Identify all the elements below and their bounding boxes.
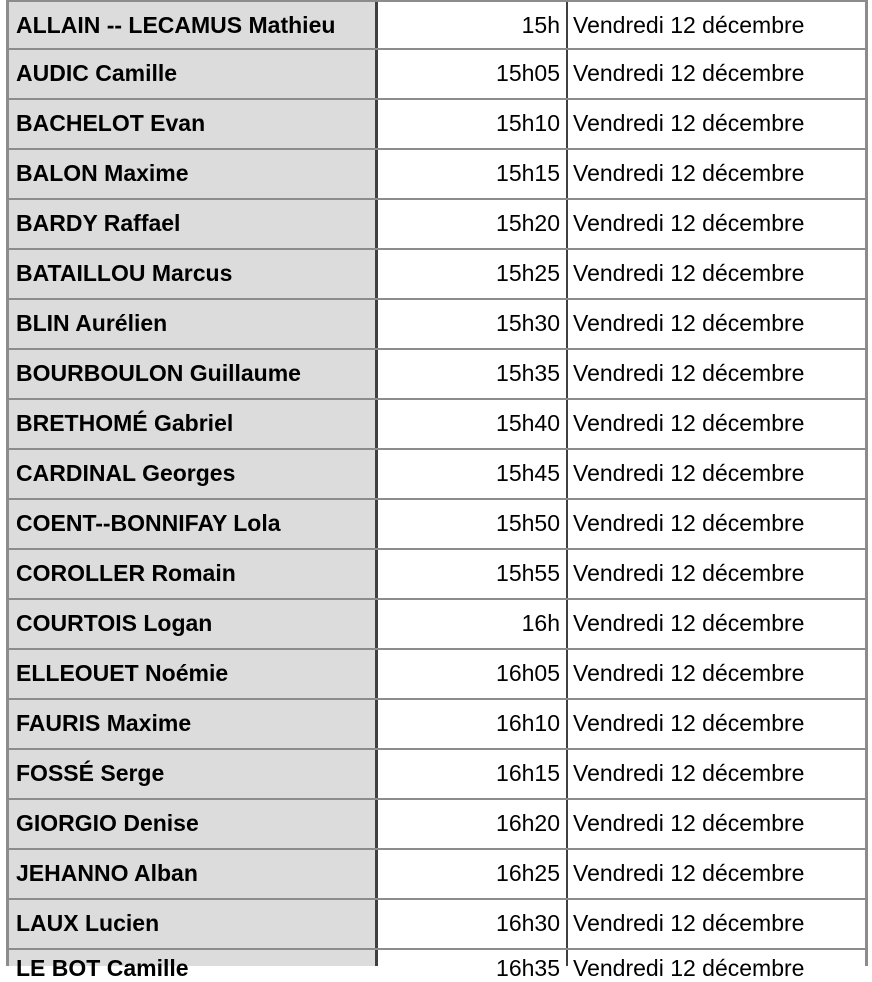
date-cell[interactable]: Vendredi 12 décembre (568, 400, 868, 448)
date-cell[interactable]: Vendredi 12 décembre (568, 150, 868, 198)
student-name-cell[interactable]: ELLEOUET Noémie (6, 650, 378, 698)
table-row (6, 600, 868, 650)
time-cell[interactable]: 15h25 (378, 250, 568, 298)
time-cell[interactable]: 16h20 (378, 800, 568, 848)
time-cell[interactable]: 15h55 (378, 550, 568, 598)
table-row (6, 350, 868, 400)
time-cell[interactable]: 16h25 (378, 850, 568, 898)
date-cell[interactable]: Vendredi 12 décembre (568, 450, 868, 498)
time-cell[interactable]: 16h35 (378, 950, 568, 966)
student-name-cell[interactable]: JEHANNO Alban (6, 850, 378, 898)
student-name-cell[interactable]: GIORGIO Denise (6, 800, 378, 848)
table-row (6, 500, 868, 550)
table-row (6, 0, 868, 50)
date-cell[interactable]: Vendredi 12 décembre (568, 100, 868, 148)
time-cell[interactable]: 15h10 (378, 100, 568, 148)
table-row-partial (6, 950, 868, 981)
student-name-cell[interactable]: BACHELOT Evan (6, 100, 378, 148)
time-cell[interactable]: 16h15 (378, 750, 568, 798)
date-cell[interactable]: Vendredi 12 décembre (568, 600, 868, 648)
table-row (6, 750, 868, 800)
date-cell[interactable]: Vendredi 12 décembre (568, 800, 868, 848)
time-cell[interactable]: 15h20 (378, 200, 568, 248)
table-row (6, 150, 868, 200)
date-cell[interactable]: Vendredi 12 décembre (568, 2, 868, 48)
time-cell[interactable]: 16h05 (378, 650, 568, 698)
table-row (6, 100, 868, 150)
time-cell[interactable]: 15h (378, 2, 568, 48)
date-cell[interactable]: Vendredi 12 décembre (568, 350, 868, 398)
date-cell[interactable]: Vendredi 12 décembre (568, 500, 868, 548)
table-row (6, 50, 868, 100)
time-cell[interactable]: 15h15 (378, 150, 568, 198)
student-name-cell[interactable]: COENT--BONNIFAY Lola (6, 500, 378, 548)
time-cell[interactable]: 16h10 (378, 700, 568, 748)
student-name-cell[interactable]: LAUX Lucien (6, 900, 378, 948)
student-name-cell[interactable]: LE BOT Camille (6, 950, 378, 966)
date-cell[interactable]: Vendredi 12 décembre (568, 900, 868, 948)
time-cell[interactable]: 15h40 (378, 400, 568, 448)
table-row (6, 900, 868, 950)
student-name-cell[interactable]: BALON Maxime (6, 150, 378, 198)
time-cell[interactable]: 15h05 (378, 50, 568, 98)
date-cell[interactable]: Vendredi 12 décembre (568, 850, 868, 898)
date-cell[interactable]: Vendredi 12 décembre (568, 50, 868, 98)
date-cell[interactable]: Vendredi 12 décembre (568, 700, 868, 748)
date-cell[interactable]: Vendredi 12 décembre (568, 950, 868, 966)
time-cell[interactable]: 15h30 (378, 300, 568, 348)
table-row (6, 250, 868, 300)
table-row (6, 650, 868, 700)
date-cell[interactable]: Vendredi 12 décembre (568, 750, 868, 798)
schedule-table (6, 0, 868, 981)
time-cell[interactable]: 15h35 (378, 350, 568, 398)
time-cell[interactable]: 16h (378, 600, 568, 648)
table-row (6, 700, 868, 750)
student-name-cell[interactable]: BATAILLOU Marcus (6, 250, 378, 298)
time-cell[interactable]: 16h30 (378, 900, 568, 948)
table-row (6, 550, 868, 600)
date-cell[interactable]: Vendredi 12 décembre (568, 650, 868, 698)
student-name-cell[interactable]: ALLAIN -- LECAMUS Mathieu (6, 2, 378, 48)
student-name-cell[interactable]: BOURBOULON Guillaume (6, 350, 378, 398)
table-row (6, 200, 868, 250)
student-name-cell[interactable]: FAURIS Maxime (6, 700, 378, 748)
student-name-cell[interactable]: FOSSÉ Serge (6, 750, 378, 798)
time-cell[interactable]: 15h50 (378, 500, 568, 548)
date-cell[interactable]: Vendredi 12 décembre (568, 250, 868, 298)
time-cell[interactable]: 15h45 (378, 450, 568, 498)
date-cell[interactable]: Vendredi 12 décembre (568, 550, 868, 598)
student-name-cell[interactable]: BARDY Raffael (6, 200, 378, 248)
table-row (6, 850, 868, 900)
student-name-cell[interactable]: COURTOIS Logan (6, 600, 378, 648)
table-row (6, 400, 868, 450)
date-cell[interactable]: Vendredi 12 décembre (568, 200, 868, 248)
table-row (6, 300, 868, 350)
table-row (6, 800, 868, 850)
date-cell[interactable]: Vendredi 12 décembre (568, 300, 868, 348)
student-name-cell[interactable]: CARDINAL Georges (6, 450, 378, 498)
table-row (6, 450, 868, 500)
student-name-cell[interactable]: BLIN Aurélien (6, 300, 378, 348)
student-name-cell[interactable]: COROLLER Romain (6, 550, 378, 598)
student-name-cell[interactable]: BRETHOMÉ Gabriel (6, 400, 378, 448)
student-name-cell[interactable]: AUDIC Camille (6, 50, 378, 98)
